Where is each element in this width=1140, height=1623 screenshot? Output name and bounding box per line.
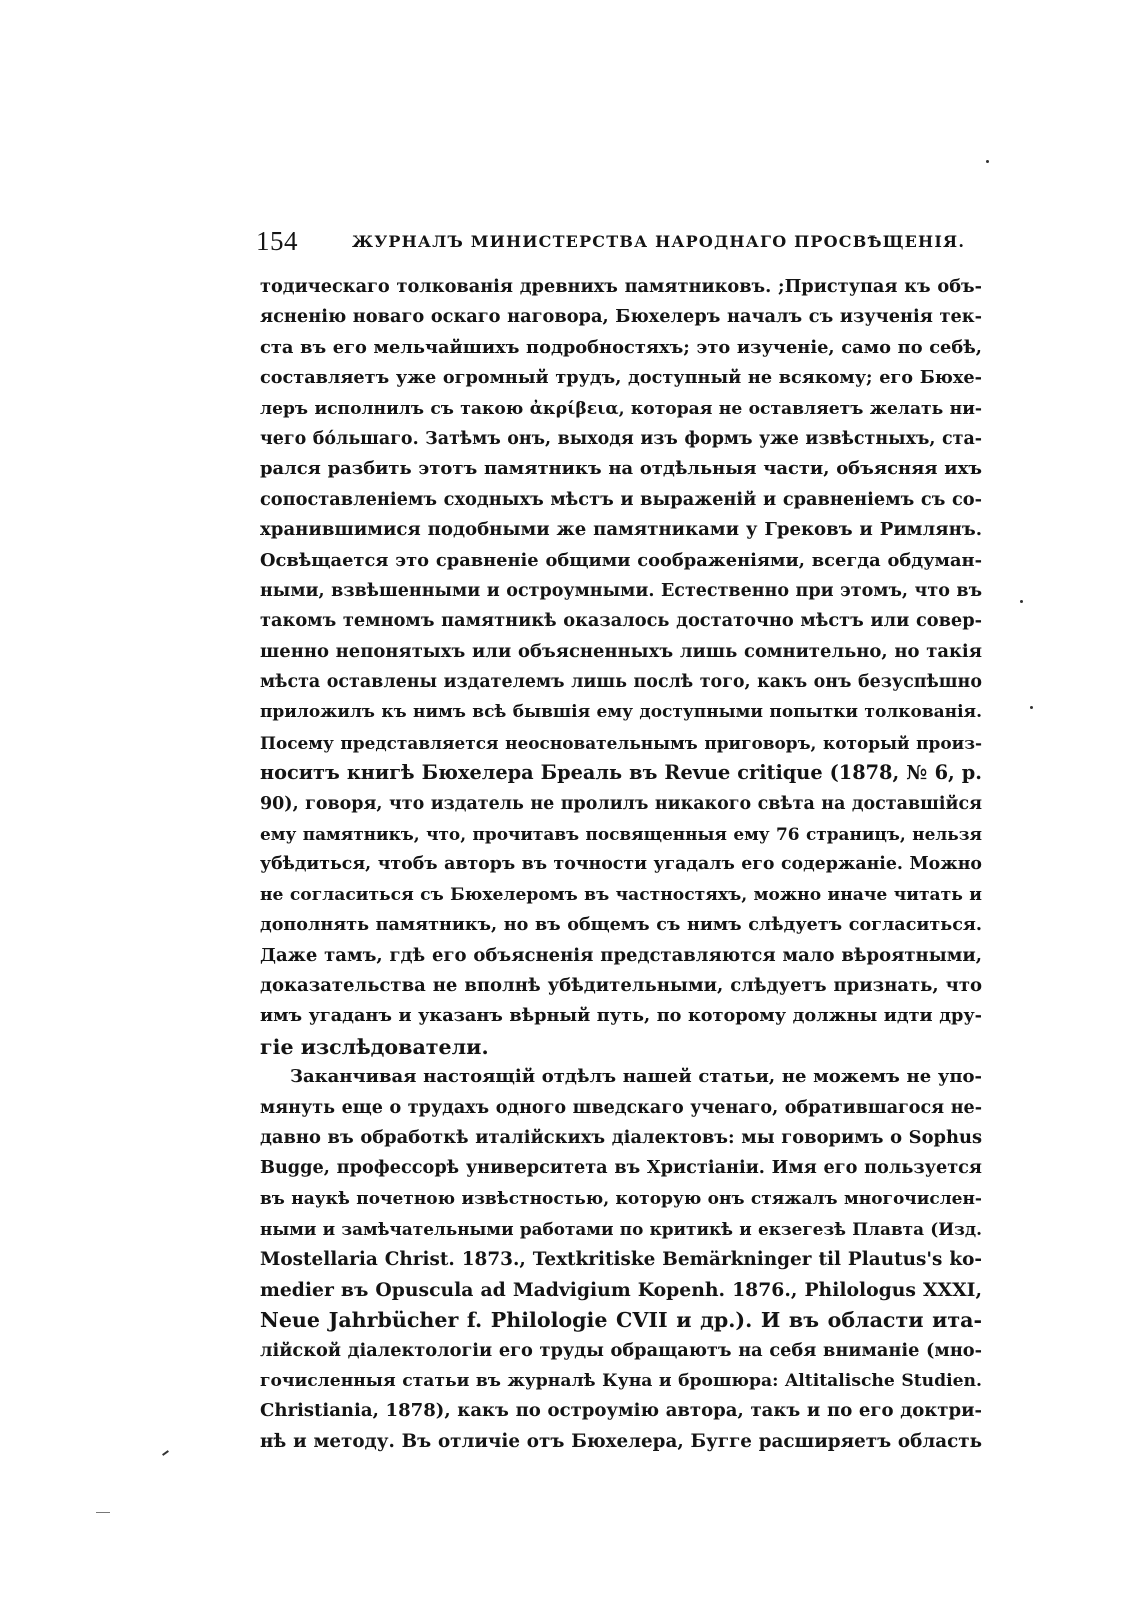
text-line: Заканчивая настоящій отдѣлъ нашей статьи, не можемъ не упо-	[290, 1066, 982, 1088]
text-line: дополнять памятникъ, но въ общемъ съ нимъ слѣдуетъ согласиться.	[260, 915, 982, 936]
text-line: убѣдиться, чтобъ авторъ въ точности угадалъ его содержаніе. Можно	[260, 854, 982, 875]
text-line: нѣ и методу. Въ отличіе отъ Бюхелера, Бугге расширяетъ область	[260, 1430, 982, 1452]
text-line: Посему представляется неосновательнымъ приговоръ, который произ-	[260, 732, 982, 753]
text-line: гіе изслѣдователи.	[260, 1034, 489, 1059]
text-line: лійской діалектологіи его труды обращаютъ на себя вниманіе (мно-	[260, 1339, 982, 1361]
text-line: въ наукѣ почетною извѣстностью, которую онъ стяжалъ многочислен-	[260, 1188, 982, 1209]
paragraph-1	[260, 272, 982, 1062]
text-line: Даже тамъ, гдѣ его объясненія представляются мало вѣроятными,	[260, 944, 982, 966]
text-line: Bugge, профессорѣ университета въ Христіаніи. Имя его пользуется	[260, 1157, 982, 1179]
text-line: ему памятникъ, что, прочитавъ посвященныя ему 76 страницъ, нельзя	[260, 824, 982, 845]
text-line: давно въ обработкѣ италійскихъ діалектовъ: мы говоримъ о Sophus	[260, 1126, 982, 1148]
text-line: рался разбить этотъ памятникъ на отдѣльныя части, объясняя ихъ	[260, 458, 982, 480]
text-line: приложилъ къ нимъ всѣ бывшія ему доступными попытки толкованія.	[260, 702, 982, 723]
text-line: ста въ его мельчайшихъ подробностяхъ; это изученіе, само по себѣ,	[260, 336, 982, 358]
text-line: сопоставленіемъ сходныхъ мѣстъ и выраженій и сравненіемъ съ со-	[260, 488, 982, 510]
text-line: тодическаго толкованія древнихъ памятниковъ. ;Приступая къ объ-	[260, 276, 982, 297]
text-line: ными и замѣчательными работами по критикѣ и екзегезѣ Плавта (Изд.	[260, 1219, 982, 1240]
page-header	[256, 226, 986, 262]
body-text	[260, 272, 982, 1457]
text-line: чего бо́льшаго. Затѣмъ онъ, выходя изъ формъ уже извѣстныхъ, ста-	[260, 428, 982, 449]
running-title: ЖУРНАЛЪ МИНИСТЕРСТВА НАРОДНАГО ПРОСВѢЩЕНІЯ.	[352, 232, 966, 251]
text-line: носитъ книгѣ Бюхелера Бреаль въ Revue critique (1878, № 6, p.	[260, 761, 982, 785]
text-line: ными, взвѣшенными и остроумными. Естественно при этомъ, что въ	[260, 580, 982, 601]
text-line: леръ исполнилъ съ такою ἀκρίβεια, которая не оставляетъ желать ни-	[260, 398, 982, 419]
text-line: не согласиться съ Бюхелеромъ въ частностяхъ, можно иначе читать и	[260, 884, 982, 905]
paragraph-2	[260, 1062, 982, 1457]
text-line: составляетъ уже огромный трудъ, доступный не всякому; его Бюхе-	[260, 367, 982, 389]
text-line: гочисленныя статьи въ журналѣ Куна и брошюра: Altitalische Studien.	[260, 1371, 982, 1392]
scan-speck	[1030, 706, 1033, 709]
text-line: Освѣщается это сравненіе общими соображеніями, всегда обдуман-	[260, 549, 982, 571]
text-line: medier въ Opuscula ad Madvigium Kopenh. 1876., Philologus XXXI,	[260, 1278, 982, 1301]
scan-speck	[1020, 600, 1023, 603]
text-line: ясненію новаго оскаго наговора, Бюхелеръ началъ съ изученія тек-	[260, 306, 982, 328]
text-line: Christiania, 1878), какъ по остроумію автора, такъ и по его доктри-	[260, 1400, 982, 1422]
text-line: Mostellaria Christ. 1873., Textkritiske Bemärkninger til Plautus's ko-	[260, 1248, 982, 1270]
text-line: имъ угаданъ и указанъ вѣрный путь, по которому должны идти дру-	[260, 1005, 982, 1027]
page-number: 154	[256, 226, 298, 256]
text-line: Neue Jahrbücher f. Philologie CVII и др.). И въ области ита-	[260, 1308, 982, 1333]
text-line: такомъ темномъ памятникѣ оказалось достаточно мѣстъ или совер-	[260, 610, 982, 632]
scan-mark	[162, 1450, 169, 1456]
text-line: шенно непонятыхъ или объясненныхъ лишь сомнительно, но такія	[260, 640, 982, 662]
text-line: мянуть еще о трудахъ одного шведскаго ученаго, обратившагося не-	[260, 1097, 982, 1118]
text-line: доказательства не вполнѣ убѣдительными, слѣдуетъ признать, что	[260, 974, 982, 996]
scan-speck	[986, 160, 989, 163]
text-line: хранившимися подобными же памятниками у Грековъ и Римлянъ.	[260, 519, 982, 541]
text-line: 90), говоря, что издатель не пролилъ никакого свѣта на доставшійся	[260, 793, 982, 814]
text-line: мѣста оставлены издателемъ лишь послѣ того, какъ онъ безуспѣшно	[260, 672, 982, 693]
scan-mark	[96, 1512, 110, 1513]
